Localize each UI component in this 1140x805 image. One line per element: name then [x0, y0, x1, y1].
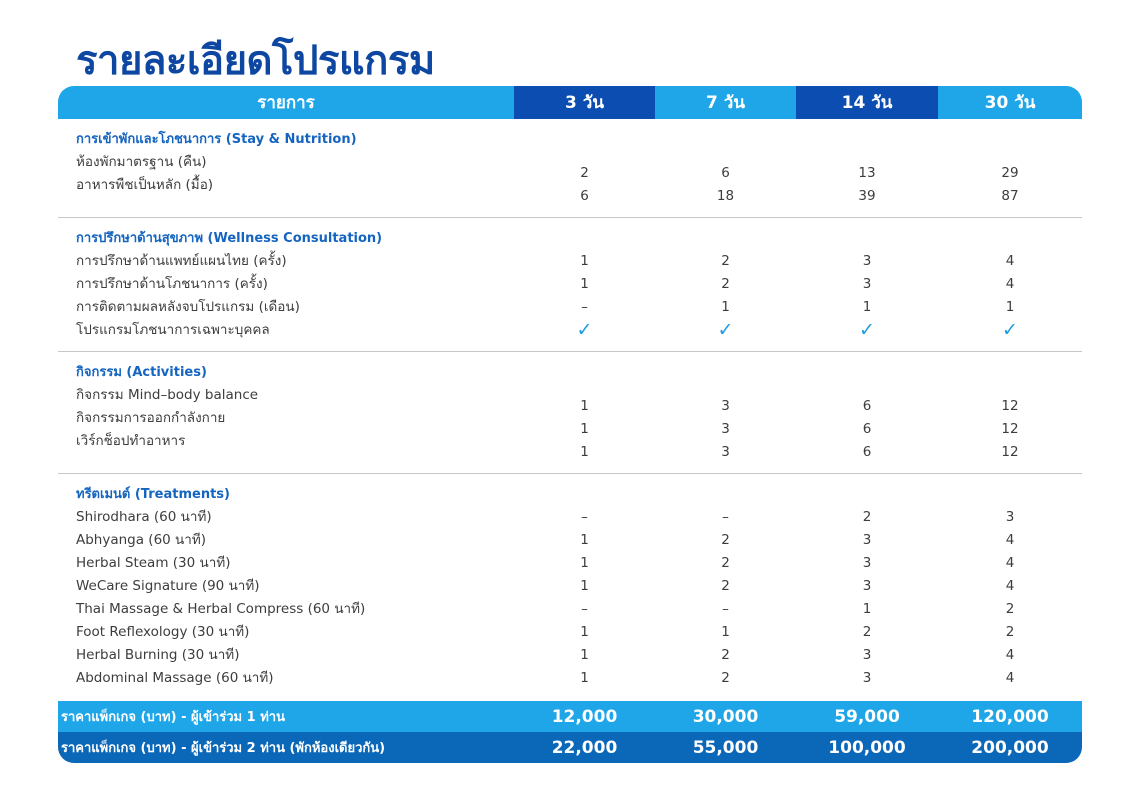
- section: [58, 352, 1082, 474]
- table-cell: 6: [862, 421, 872, 437]
- section-title: การเข้าพักและโภชนาการ (Stay & Nutrition): [76, 132, 357, 147]
- section-title: กิจกรรม (Activities): [76, 365, 207, 380]
- table-cell: 87: [1001, 188, 1019, 204]
- table-cell: –: [722, 509, 729, 525]
- table-cell: 2: [721, 532, 730, 548]
- section: [58, 119, 1082, 218]
- row-label: Herbal Steam (30 นาที): [76, 555, 231, 571]
- table-cell: 6: [862, 444, 872, 460]
- price-row: [58, 701, 1082, 732]
- header-label: รายการ: [58, 86, 514, 119]
- table-body: [58, 119, 1082, 699]
- row-label: การติดตามผลหลังจบโปรแกรม (เดือน): [76, 299, 300, 315]
- table-cell: 6: [580, 188, 589, 204]
- row-label: กิจกรรมการออกกำลังกาย: [76, 410, 226, 426]
- table-cell: 2: [721, 253, 730, 269]
- table-cell: 2: [862, 624, 872, 640]
- value-column: [938, 384, 1082, 464]
- header-col-3-days: 3 วัน: [514, 86, 655, 119]
- table-cell: 3: [721, 421, 730, 437]
- value-column: [796, 250, 938, 342]
- table-cell: 1: [721, 624, 730, 640]
- price-value: 12,000: [551, 706, 618, 727]
- table-cell: 3: [1005, 509, 1015, 525]
- table-cell: 3: [862, 670, 872, 686]
- price-value: 55,000: [692, 737, 759, 758]
- price-label: ราคาแพ็กเกจ (บาท) - ผู้เข้าร่วม 1 ท่าน: [61, 710, 285, 725]
- table-cell: 1: [580, 421, 589, 437]
- row-label: Foot Reflexology (30 นาที): [76, 624, 250, 640]
- table-cell: 2: [721, 555, 730, 571]
- table-cell: 12: [1001, 421, 1019, 437]
- value-column: [514, 151, 655, 208]
- table-cell: 1: [580, 276, 589, 292]
- value-column: [938, 151, 1082, 208]
- table-cell: 1: [580, 555, 589, 571]
- table-cell: 1: [580, 647, 589, 663]
- value-column: [514, 250, 655, 342]
- section-title: การปรึกษาด้านสุขภาพ (Wellness Consultation): [76, 231, 383, 246]
- table-cell: 2: [721, 670, 730, 686]
- table-cell: 1: [721, 299, 730, 315]
- value-column: [655, 151, 796, 208]
- page-title: รายละเอียดโปรแกรม: [76, 38, 435, 84]
- row-label: Herbal Burning (30 นาที): [76, 647, 240, 663]
- header-col-30-days: 30 วัน: [938, 86, 1082, 119]
- price-value: 200,000: [971, 737, 1049, 758]
- value-column: [655, 384, 796, 464]
- table-cell: 12: [1001, 444, 1019, 460]
- table-cell: 39: [858, 188, 876, 204]
- table-cell: 4: [1005, 253, 1015, 269]
- row-label: WeCare Signature (90 นาที): [76, 578, 260, 594]
- table-cell: 1: [862, 299, 872, 315]
- table-cell: 4: [1005, 578, 1015, 594]
- table-cell: 3: [721, 398, 730, 414]
- table-cell: 3: [862, 578, 872, 594]
- table-cell: –: [581, 601, 588, 617]
- row-label: กิจกรรม Mind–body balance: [76, 387, 259, 403]
- table-cell: 12: [1001, 398, 1019, 414]
- table-cell: 4: [1005, 532, 1015, 548]
- row-label: Thai Massage & Herbal Compress (60 นาที): [76, 601, 366, 617]
- row-labels: [58, 250, 514, 342]
- section-body: [58, 151, 1082, 208]
- check-icon: ✓: [859, 319, 875, 341]
- table-cell: 1: [580, 670, 589, 686]
- value-column: [938, 506, 1082, 690]
- value-columns: [514, 384, 1082, 464]
- table-cell: 1: [580, 398, 589, 414]
- program-table: [58, 86, 1082, 763]
- row-label: เวิร์กช็อปทำอาหาร: [76, 433, 186, 449]
- table-cell: 1: [1005, 299, 1015, 315]
- table-cell: 1: [580, 444, 589, 460]
- section-body: [58, 250, 1082, 342]
- table-cell: 6: [721, 165, 730, 181]
- value-columns: [514, 151, 1082, 208]
- row-labels: [58, 384, 514, 464]
- table-cell: 3: [862, 647, 872, 663]
- section-body: [58, 506, 1082, 690]
- table-cell: 4: [1005, 555, 1015, 571]
- table-cell: 29: [1001, 165, 1019, 181]
- value-columns: [514, 506, 1082, 690]
- price-row: [58, 732, 1082, 763]
- check-icon: ✓: [576, 319, 593, 341]
- value-column: [514, 384, 655, 464]
- row-label: การปรึกษาด้านแพทย์แผนไทย (ครั้ง): [76, 253, 287, 269]
- table-cell: 2: [862, 509, 872, 525]
- table-cell: 3: [862, 555, 872, 571]
- row-label: อาหารพืชเป็นหลัก (มื้อ): [76, 177, 214, 193]
- table-cell: 1: [580, 578, 589, 594]
- table-cell: –: [581, 509, 588, 525]
- row-label: ห้องพักมาตรฐาน (คืน): [76, 154, 207, 170]
- table-cell: 1: [580, 253, 589, 269]
- value-column: [796, 151, 938, 208]
- table-cell: 13: [858, 165, 876, 181]
- section: [58, 474, 1082, 699]
- row-label: Abdominal Massage (60 นาที): [76, 670, 274, 686]
- value-column: [938, 250, 1082, 342]
- row-labels: [58, 151, 514, 208]
- table-cell: 3: [862, 276, 872, 292]
- table-cell: 4: [1005, 670, 1015, 686]
- price-value: 120,000: [971, 706, 1049, 727]
- row-label: โปรแกรมโภชนาการเฉพาะบุคคล: [76, 322, 270, 338]
- table-cell: –: [581, 299, 588, 315]
- value-column: [796, 506, 938, 690]
- row-label: Abhyanga (60 นาที): [76, 532, 207, 548]
- table-cell: 2: [1005, 624, 1015, 640]
- section-title: ทรีตเมนต์ (Treatments): [76, 487, 230, 502]
- table-cell: 1: [580, 532, 589, 548]
- table-cell: 3: [862, 532, 872, 548]
- table-cell: –: [722, 601, 729, 617]
- check-icon: ✓: [1002, 319, 1018, 341]
- value-columns: [514, 250, 1082, 342]
- table-cell: 1: [580, 624, 589, 640]
- table-cell: 2: [1005, 601, 1015, 617]
- header-col-14-days: 14 วัน: [796, 86, 938, 119]
- table-cell: 1: [862, 601, 872, 617]
- table-cell: 2: [721, 647, 730, 663]
- table-header: [58, 86, 1082, 119]
- table-cell: 18: [716, 188, 735, 204]
- table-cell: 2: [721, 276, 730, 292]
- row-label: การปรึกษาด้านโภชนาการ (ครั้ง): [76, 276, 268, 292]
- value-column: [655, 250, 796, 342]
- check-icon: ✓: [717, 319, 734, 341]
- price-rows: [58, 701, 1082, 763]
- table-cell: 2: [580, 165, 589, 181]
- row-labels: [58, 506, 514, 690]
- price-value: 59,000: [834, 706, 900, 727]
- value-column: [655, 506, 796, 690]
- table-cell: 3: [721, 444, 730, 460]
- value-column: [796, 384, 938, 464]
- price-value: 100,000: [828, 737, 906, 758]
- section-body: [58, 384, 1082, 464]
- table-cell: 4: [1005, 276, 1015, 292]
- table-cell: 6: [862, 398, 872, 414]
- value-column: [514, 506, 655, 690]
- price-value: 30,000: [692, 706, 759, 727]
- price-value: 22,000: [551, 737, 618, 758]
- section: [58, 218, 1082, 352]
- table-cell: 4: [1005, 647, 1015, 663]
- table-cell: 2: [721, 578, 730, 594]
- header-col-7-days: 7 วัน: [655, 86, 796, 119]
- price-label: ราคาแพ็กเกจ (บาท) - ผู้เข้าร่วม 2 ท่าน (พักห้องเดียวกัน): [61, 741, 386, 756]
- table-cell: 3: [862, 253, 872, 269]
- row-label: Shirodhara (60 นาที): [76, 509, 212, 525]
